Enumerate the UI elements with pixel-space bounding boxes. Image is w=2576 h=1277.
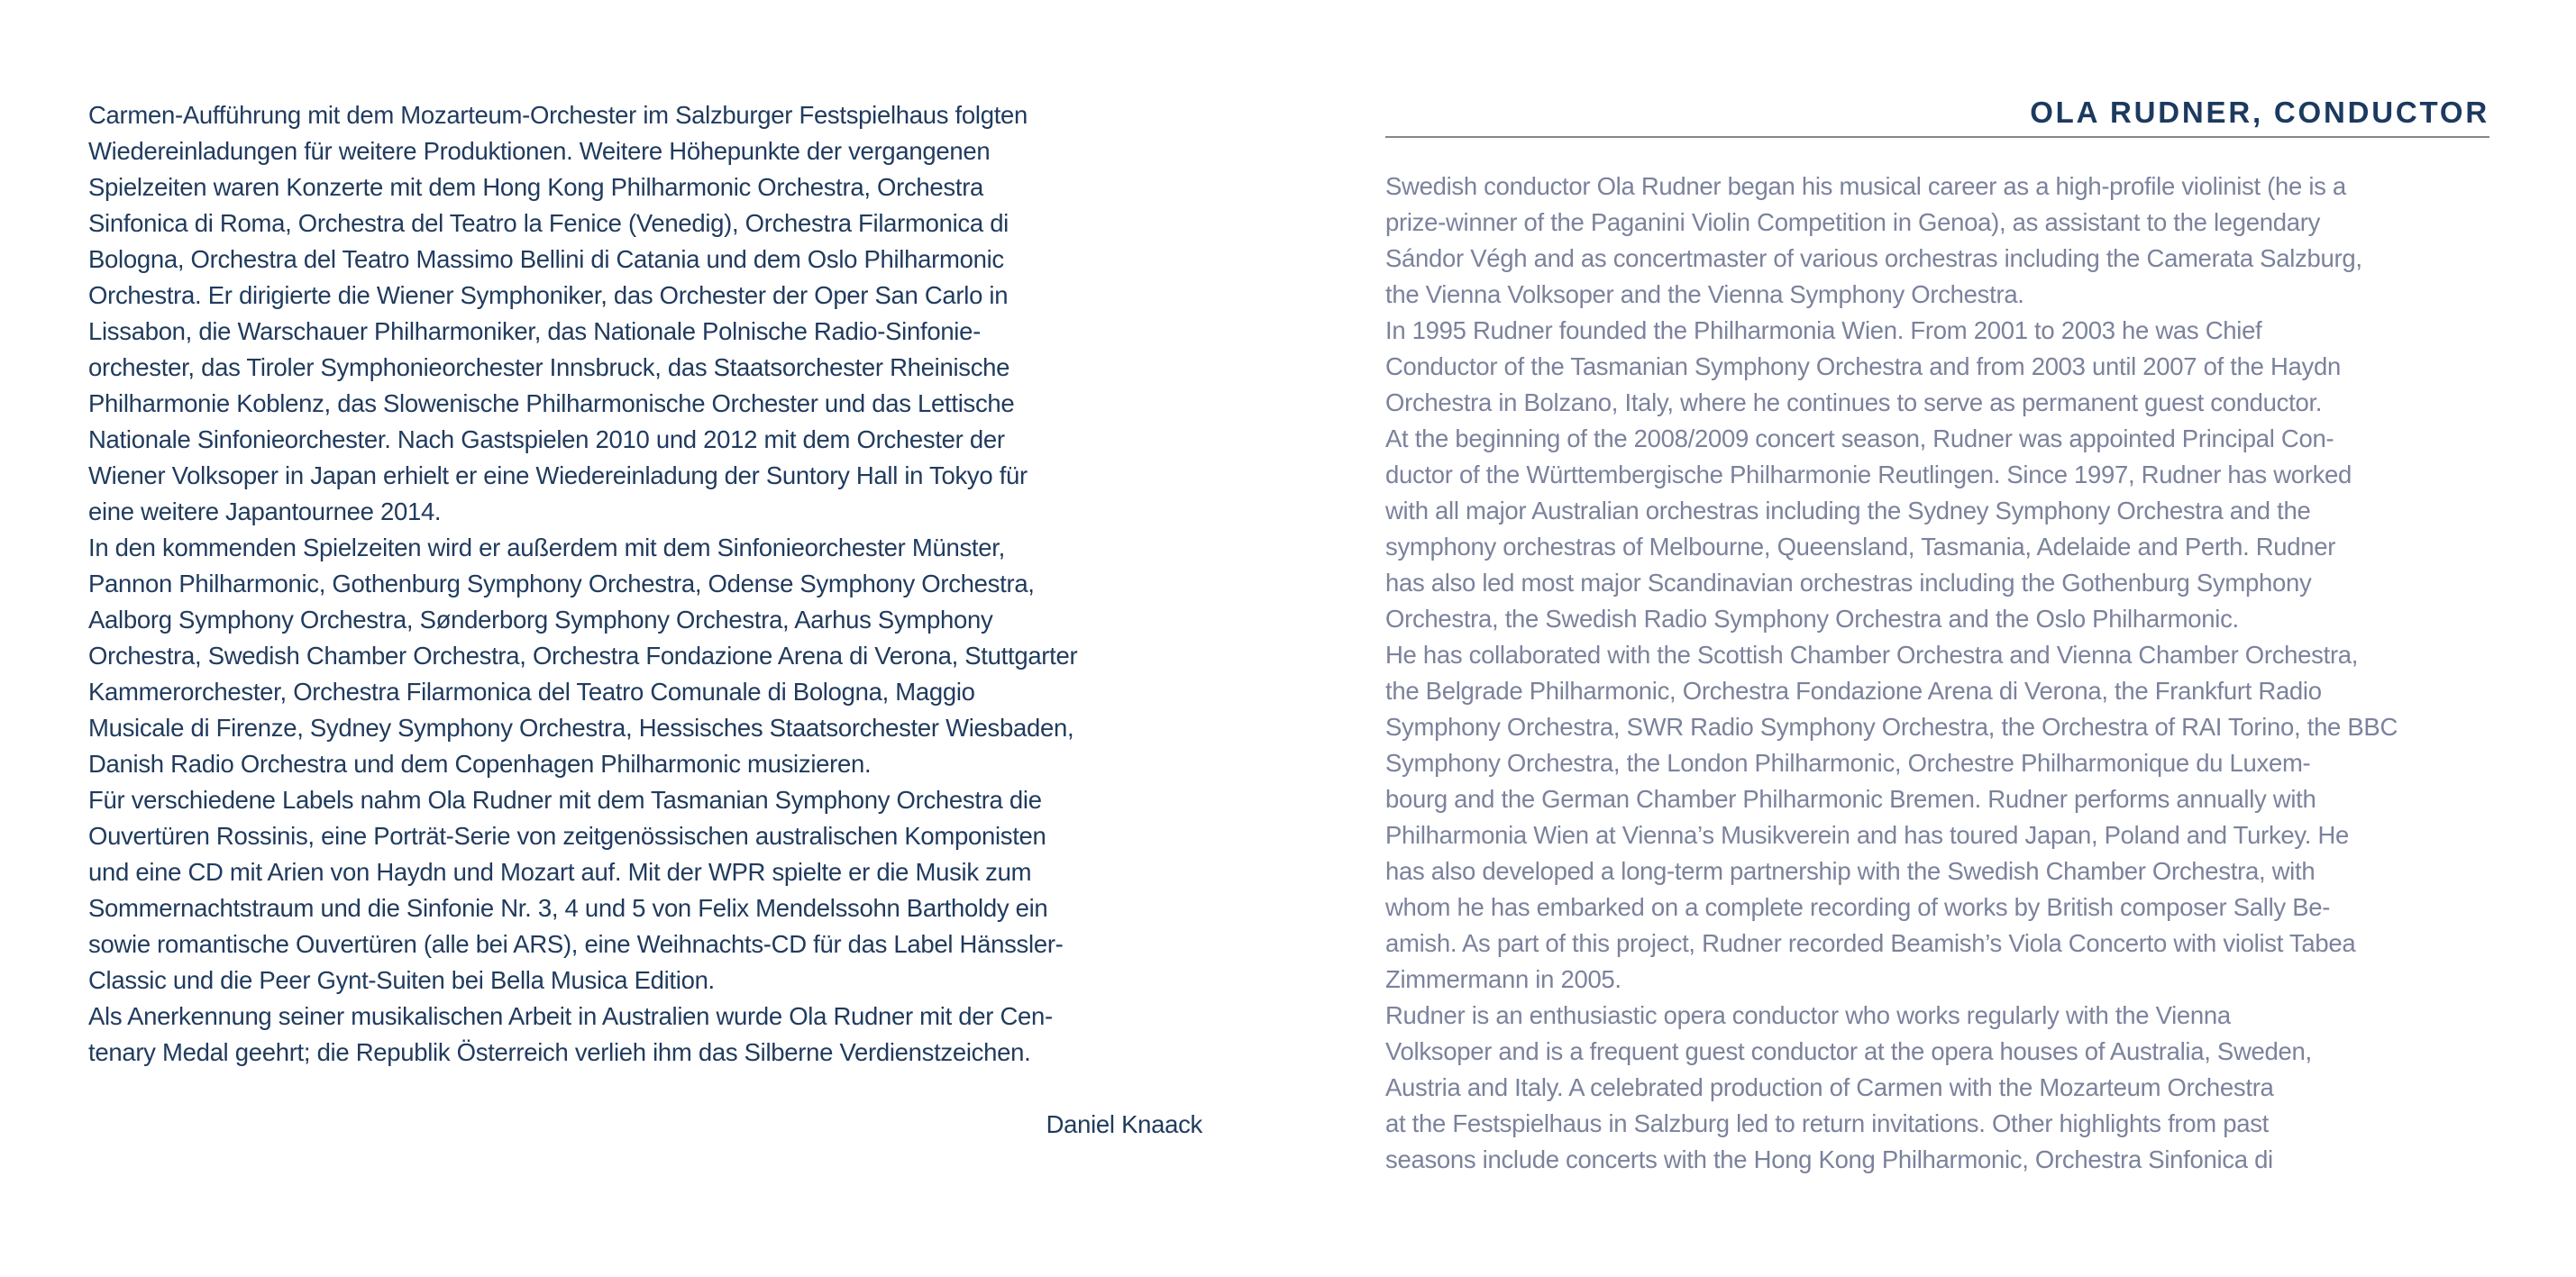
text-line: orchester, das Tiroler Symphonieorchester Innsbruck, das Staatsorchester Rheinische bbox=[88, 353, 1010, 381]
text-line: In 1995 Rudner founded the Philharmonia Wien. From 2001 to 2003 he was Chief bbox=[1385, 316, 2262, 344]
text-line: ductor of the Württembergische Philharmonie Reutlingen. Since 1997, Rudner has worked bbox=[1385, 461, 2352, 488]
text-line: Pannon Philharmonic, Gothenburg Symphony Orchestra, Odense Symphony Orchestra, bbox=[88, 570, 1035, 597]
text-line: amish. As part of this project, Rudner recorded Beamish’s Viola Concerto with violist Tabea bbox=[1385, 929, 2356, 957]
header-rule bbox=[1385, 136, 2489, 138]
text-line: Bologna, Orchestra del Teatro Massimo Bellini di Catania und dem Oslo Philharmonic bbox=[88, 245, 1004, 273]
text-line: Aalborg Symphony Orchestra, Sønderborg Symphony Orchestra, Aarhus Symphony bbox=[88, 606, 993, 634]
text-line: whom he has embarked on a complete recording of works by British composer Sally Be- bbox=[1385, 893, 2331, 921]
text-line: Lissabon, die Warschauer Philharmoniker, das Nationale Polnische Radio-Sinfonie- bbox=[88, 317, 981, 345]
text-line: Symphony Orchestra, SWR Radio Symphony Orchestra, the Orchestra of RAI Torino, the BBC bbox=[1385, 713, 2398, 741]
text-line: Rudner is an enthusiastic opera conductor who works regularly with the Vienna bbox=[1385, 1001, 2231, 1029]
text-line: sowie romantische Ouvertüren (alle bei ARS), eine Weihnachts-CD für das Label Hänssler- bbox=[88, 930, 1064, 958]
text-line: with all major Australian orchestras including the Sydney Symphony Orchestra and the bbox=[1385, 497, 2311, 524]
text-line: und eine CD mit Arien von Haydn und Mozart auf. Mit der WPR spielte er die Musik zum bbox=[88, 858, 1032, 886]
text-line: Sommernachtstraum und die Sinfonie Nr. 3, 4 und 5 von Felix Mendelssohn Bartholdy ein bbox=[88, 894, 1048, 922]
text-line: Swedish conductor Ola Rudner began his musical career as a high-profile violinist (he is a bbox=[1385, 172, 2346, 200]
text-line: Conductor of the Tasmanian Symphony Orchestra and from 2003 until 2007 of the Haydn bbox=[1385, 352, 2341, 380]
text-line: Als Anerkennung seiner musikalischen Arbeit in Australien wurde Ola Rudner mit der Cen- bbox=[88, 1002, 1053, 1030]
text-line: tenary Medal geehrt; die Republik Österreich verlieh ihm das Silberne Verdienstzeichen. bbox=[88, 1038, 1031, 1066]
text-line: Symphony Orchestra, the London Philharmonic, Orchestre Philharmonique du Luxem- bbox=[1385, 749, 2311, 777]
page-header: OLA RUDNER, CONDUCTOR bbox=[2030, 96, 2489, 129]
text-line: Orchestra, the Swedish Radio Symphony Orchestra and the Oslo Philharmonic. bbox=[1385, 605, 2239, 633]
text-line: symphony orchestras of Melbourne, Queensland, Tasmania, Adelaide and Perth. Rudner bbox=[1385, 533, 2336, 561]
text-line: Nationale Sinfonieorchester. Nach Gastspielen 2010 und 2012 mit dem Orchester der bbox=[88, 425, 1005, 453]
text-line: bourg and the German Chamber Philharmonic Bremen. Rudner performs annually with bbox=[1385, 785, 2316, 813]
english-bio-text bbox=[1385, 169, 2492, 1178]
text-line: Kammerorchester, Orchestra Filarmonica del Teatro Comunale di Bologna, Maggio bbox=[88, 678, 975, 706]
text-line: Wiedereinladungen für weitere Produktionen. Weitere Höhepunkte der vergangenen bbox=[88, 137, 991, 165]
text-line: seasons include concerts with the Hong Kong Philharmonic, Orchestra Sinfonica di bbox=[1385, 1145, 2273, 1173]
text-line: Volksoper and is a frequent guest conductor at the opera houses of Australia, Sweden, bbox=[1385, 1037, 2312, 1065]
text-line: Musicale di Firenze, Sydney Symphony Orchestra, Hessisches Staatsorchester Wiesbaden, bbox=[88, 714, 1074, 742]
text-line: Orchestra, Swedish Chamber Orchestra, Orchestra Fondazione Arena di Verona, Stuttgarter bbox=[88, 642, 1078, 670]
text-line: Danish Radio Orchestra und dem Copenhagen Philharmonic musizieren. bbox=[88, 750, 872, 778]
text-line: Spielzeiten waren Konzerte mit dem Hong Kong Philharmonic Orchestra, Orchestra bbox=[88, 173, 984, 201]
text-line: at the Festspielhaus in Salzburg led to return invitations. Other highlights from past bbox=[1385, 1109, 2270, 1137]
text-line: Für verschiedene Labels nahm Ola Rudner mit dem Tasmanian Symphony Orchestra die bbox=[88, 786, 1042, 814]
text-line: Zimmermann in 2005. bbox=[1385, 965, 1621, 993]
text-line: Austria and Italy. A celebrated production of Carmen with the Mozarteum Orchestra bbox=[1385, 1073, 2274, 1101]
text-line: the Vienna Volksoper and the Vienna Symphony Orchestra. bbox=[1385, 280, 2024, 308]
text-line: the Belgrade Philharmonic, Orchestra Fondazione Arena di Verona, the Frankfurt Radio bbox=[1385, 677, 2322, 705]
text-line: Sándor Végh and as concertmaster of various orchestras including the Camerata Salzburg, bbox=[1385, 244, 2362, 272]
text-line: He has collaborated with the Scottish Chamber Orchestra and Vienna Chamber Orchestra, bbox=[1385, 641, 2359, 669]
text-line: has also developed a long-term partnership with the Swedish Chamber Orchestra, with bbox=[1385, 857, 2316, 885]
text-line: Philharmonie Koblenz, das Slowenische Philharmonische Orchester und das Lettische bbox=[88, 389, 1015, 417]
text-line: Orchestra in Bolzano, Italy, where he continues to serve as permanent guest conductor. bbox=[1385, 388, 2323, 416]
text-line: Ouvertüren Rossinis, eine Porträt-Serie von zeitgenössischen australischen Komponisten bbox=[88, 822, 1046, 850]
text-line: Carmen-Aufführung mit dem Mozarteum-Orchester im Salzburger Festspielhaus folgten bbox=[88, 101, 1028, 129]
german-bio-column bbox=[88, 97, 1202, 1143]
text-line: prize-winner of the Paganini Violin Competition in Genoa), as assistant to the legendary bbox=[1385, 208, 2321, 236]
text-line: Philharmonia Wien at Vienna’s Musikverein and has toured Japan, Poland and Turkey. He bbox=[1385, 821, 2350, 849]
german-bio-text bbox=[88, 97, 1202, 1071]
author-byline: Daniel Knaack bbox=[1046, 1110, 1202, 1138]
text-line: Sinfonica di Roma, Orchestra del Teatro la Fenice (Venedig), Orchestra Filarmonica di bbox=[88, 209, 1009, 237]
text-line: Wiener Volksoper in Japan erhielt er eine Wiedereinladung der Suntory Hall in Tokyo für bbox=[88, 461, 1028, 489]
text-line: has also led most major Scandinavian orchestras including the Gothenburg Symphony bbox=[1385, 569, 2312, 597]
text-line: eine weitere Japantournee 2014. bbox=[88, 497, 442, 525]
text-line: Orchestra. Er dirigierte die Wiener Symphoniker, das Orchester der Oper San Carlo in bbox=[88, 281, 1009, 309]
text-line: At the beginning of the 2008/2009 concert season, Rudner was appointed Principal Con- bbox=[1385, 424, 2334, 452]
text-line: Classic und die Peer Gynt-Suiten bei Bella Musica Edition. bbox=[88, 966, 715, 994]
text-line: In den kommenden Spielzeiten wird er außerdem mit dem Sinfonieorchester Münster, bbox=[88, 534, 1005, 561]
english-bio-column bbox=[1385, 169, 2492, 1178]
